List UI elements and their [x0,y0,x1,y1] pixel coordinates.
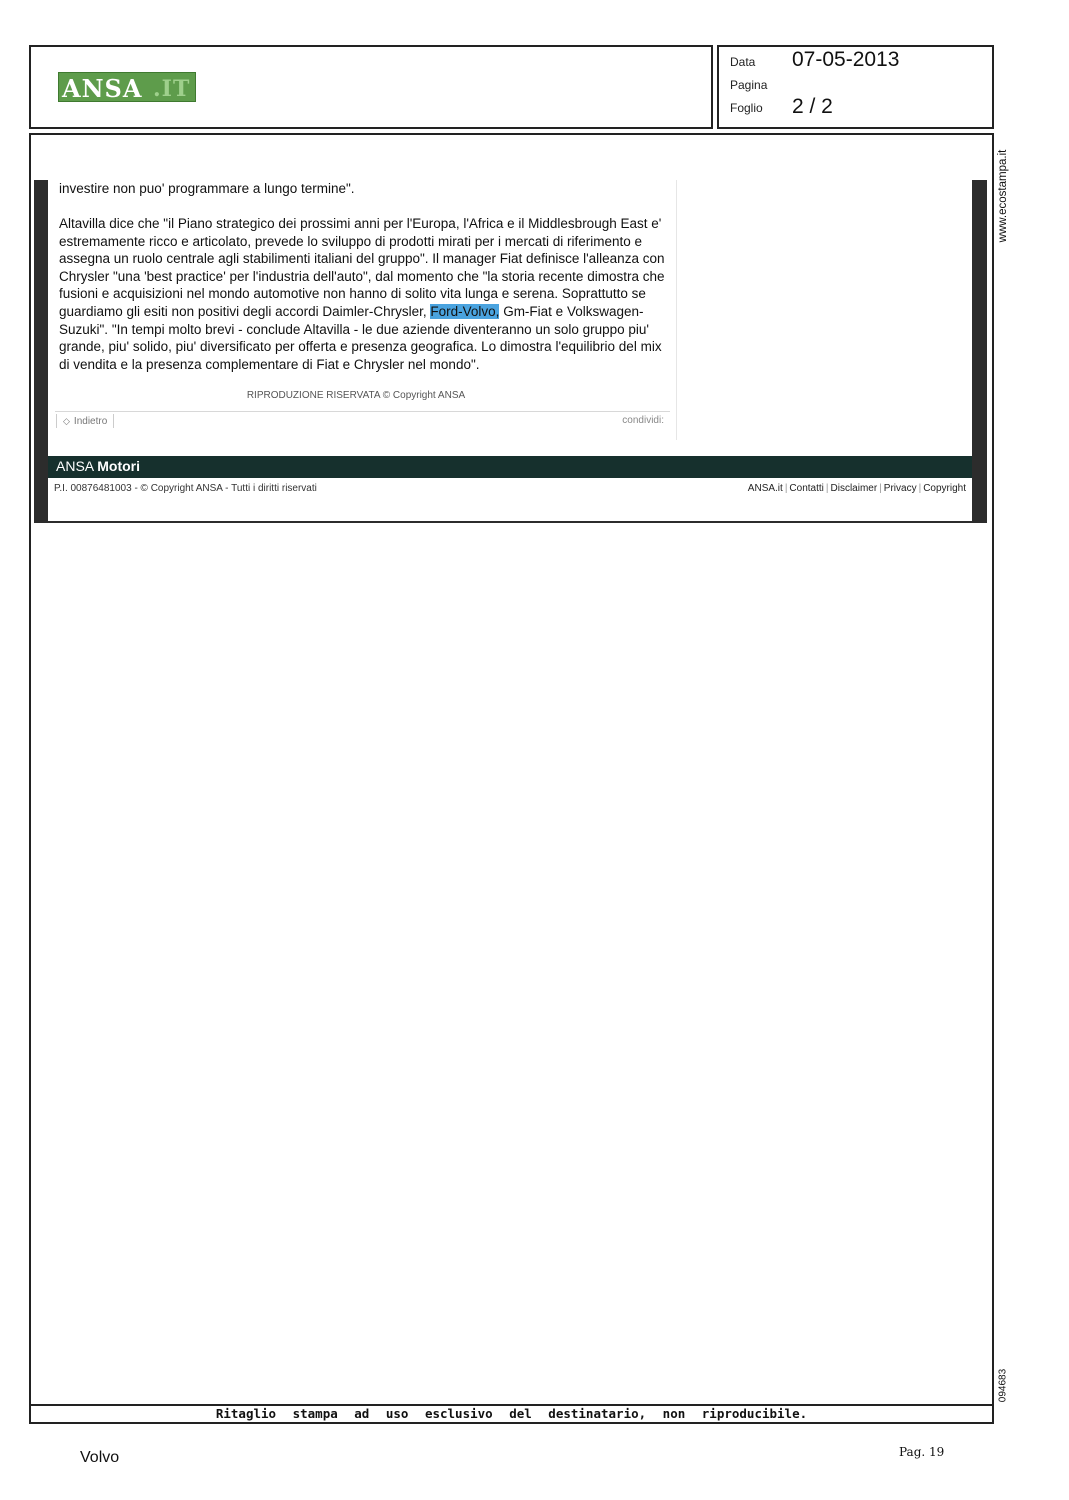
sheet-label: Foglio [730,101,763,115]
link-privacy[interactable]: Privacy [883,483,917,494]
toolbar-divider [55,411,670,412]
article-text-part1: Altavilla dice che "il Piano strategico dei prossimi anni per l'Europa, l'Africa e il Middlesbrough East e' estremamente ricco e articolato, prevede lo sviluppo di prodotti mirati per i mercati di riferimento e assegna un ruolo centrale agli stabilimenti italiani del gruppo". Il manager Fiat definisce l'alleanza con Chrysler "una 'best practice' per l'industria dell'auto", dal momento che "la storia recente dimostra che fusioni e acquisizioni nel mondo automotive non hanno di solito vita lunga e serena. Soprattutto se guardiamo gli esiti non positivi degli accordi Daimler-Chrysler, [59,216,665,319]
link-separator: | [784,483,788,494]
side-code: 094683 [997,1368,1009,1403]
clipping-keyword: Volvo [80,1449,120,1466]
link-separator: | [918,483,922,494]
highlighted-keyword: Ford-Volvo, [430,303,500,319]
site-footer-bar [48,456,972,478]
side-url: www.ecostampa.it [997,149,1009,243]
reproduction-notice: Ritaglio stampa ad uso esclusivo del destinatario, non riproducibile. [215,1406,808,1421]
link-disclaimer[interactable]: Disclaimer [830,483,878,494]
link-copyright[interactable]: Copyright [923,483,966,494]
page-number: Pag. 19 [899,1445,945,1459]
date-value: 07-05-2013 [792,48,900,71]
link-separator: | [825,483,829,494]
back-link-label: Indietro [73,416,108,427]
link-contatti[interactable]: Contatti [789,483,824,494]
site-name-section: Motori [97,458,141,474]
logo-text: ANSA [62,74,143,103]
link-separator: | [879,483,882,494]
ansa-logo [58,72,196,102]
site-legal: P.I. 00876481003 - © Copyright ANSA - Tutti i diritti riservati [54,483,317,494]
site-name-prefix: ANSA [56,458,94,474]
web-frame-right-border [972,180,987,523]
sheet-value: 2 / 2 [792,95,833,118]
article-paragraph [59,215,674,373]
share-label[interactable]: condividi: [622,415,664,426]
article-text-part2: Gm-Fiat e Volkswagen-Suzuki". "In tempi molto brevi - conclude Altavilla - le due aziende diventeranno un solo gruppo piu' grande, piu' solido, piu' diversificato per offerta e presenza geografica. Lo dimostra l'equilibrio del mix di vendita e la presenza complementare di Fiat e Chrysler nel mondo". [59,303,662,372]
web-frame-bottom-border [34,521,987,523]
web-frame-left-border [34,180,48,523]
article-column-divider [676,180,677,440]
logo-suffix: .IT [153,76,191,102]
site-links [620,483,966,494]
page-label: Pagina [730,78,768,92]
article-lead-line: investire non puo' programmare a lungo termine". [59,181,355,196]
back-arrow-icon: ◇ [63,416,70,426]
back-link[interactable] [56,414,114,428]
article-copyright: RIPRODUZIONE RISERVATA © Copyright ANSA [246,390,466,401]
site-name[interactable] [56,458,140,474]
link-ansa-it[interactable]: ANSA.it [747,483,783,494]
date-label: Data [730,55,756,69]
